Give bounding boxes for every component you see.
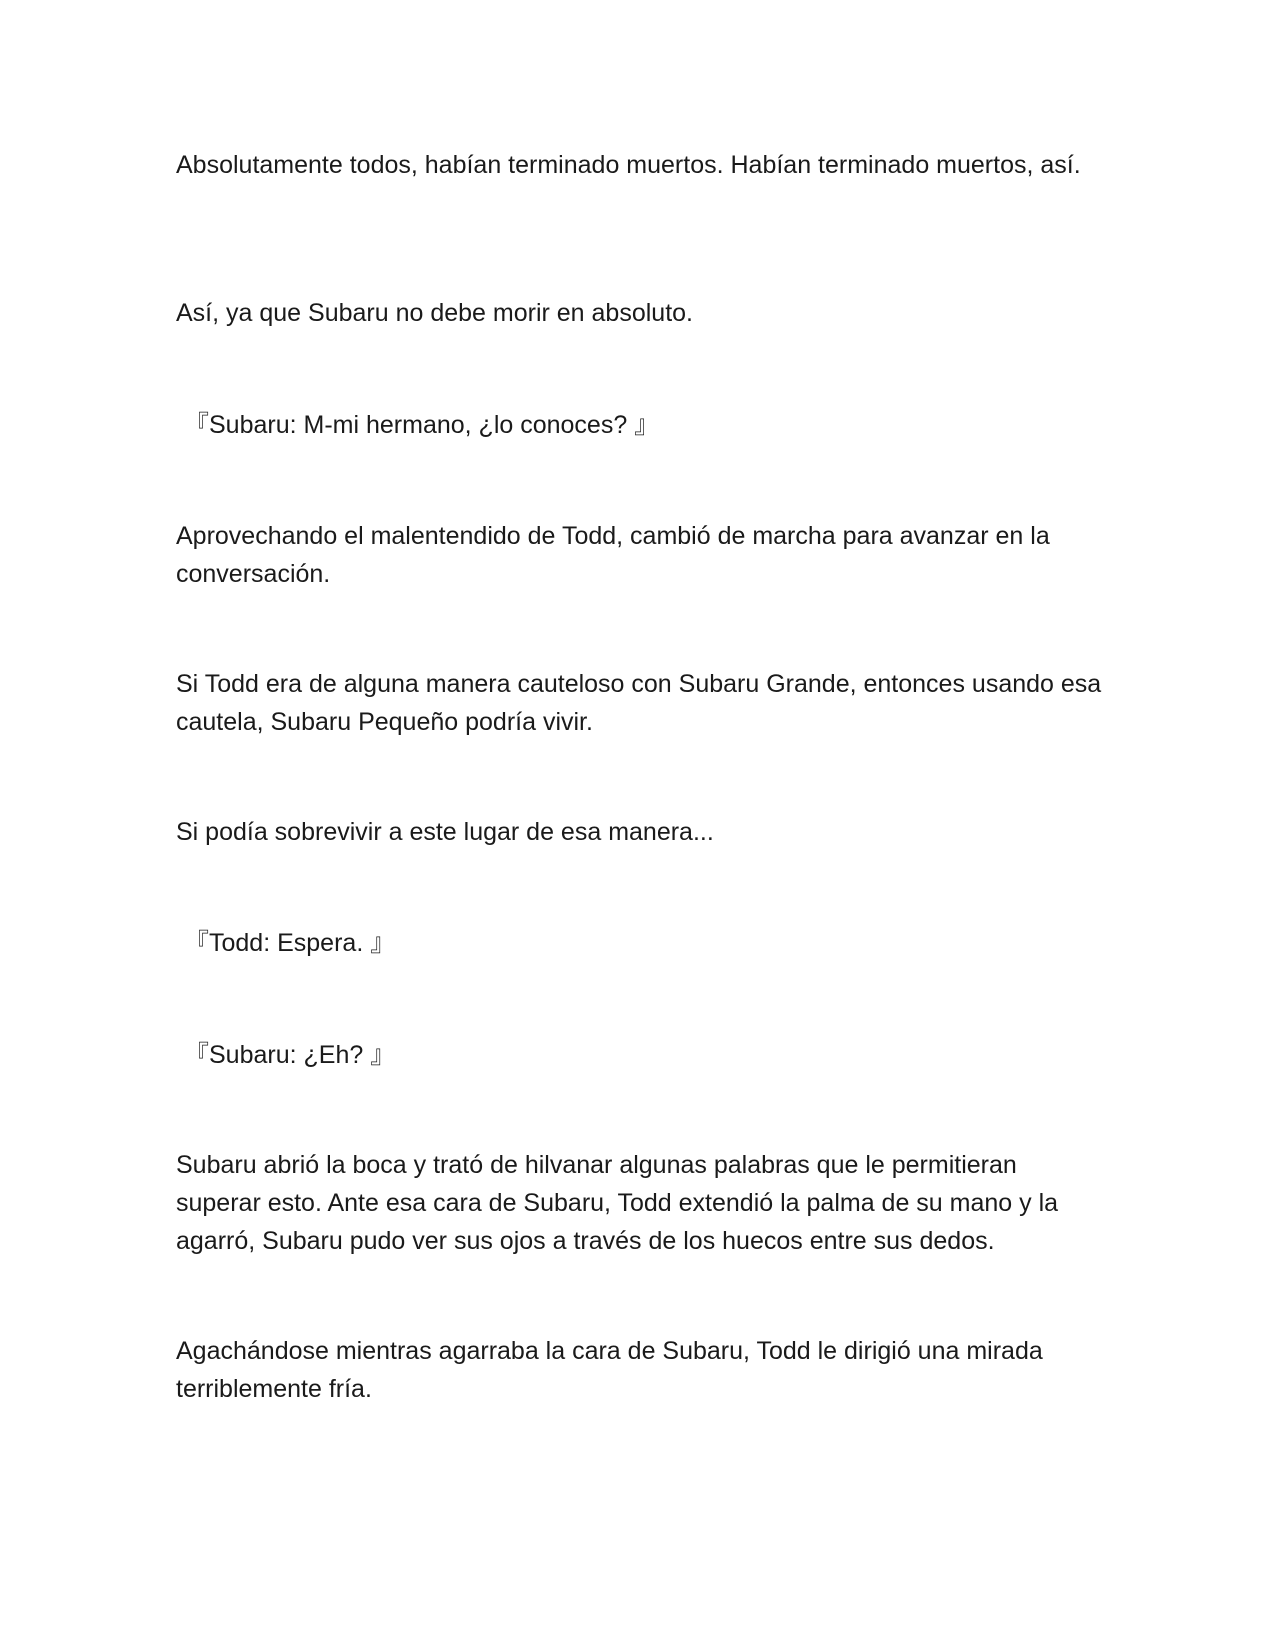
paragraph-narration: Si podía sobrevivir a este lugar de esa manera... — [176, 818, 714, 846]
paragraph-narration: Aprovechando el malentendido de Todd, cambió de marcha para avanzar en la conversación. — [176, 522, 1050, 588]
paragraph-dialogue: 『Subaru: M-mi hermano, ¿lo conoces? 』 — [184, 411, 660, 439]
paragraph-dialogue: 『Todd: Espera. 』 — [184, 929, 396, 957]
paragraph-narration: Si Todd era de alguna manera cauteloso con Subaru Grande, entonces usando esa cautela, Subaru Pequeño podría vivir. — [176, 670, 1102, 736]
paragraph-narration: Subaru abrió la boca y trató de hilvanar algunas palabras que le permitieran superar esto. Ante esa cara de Subaru, Todd extendió la palma de su mano y la agarró, Subaru pudo ver sus ojos a través de los huecos entre sus dedos. — [176, 1151, 1059, 1255]
paragraph-dialogue: 『Subaru: ¿Eh? 』 — [184, 1041, 396, 1069]
paragraph-narration: Agachándose mientras agarraba la cara de Subaru, Todd le dirigió una mirada terriblemente fría. — [176, 1337, 1043, 1403]
paragraph-narration: Así, ya que Subaru no debe morir en absoluto. — [176, 299, 693, 327]
paragraph-narration: Absolutamente todos, habían terminado muertos. Habían terminado muertos, así. — [176, 151, 1081, 179]
